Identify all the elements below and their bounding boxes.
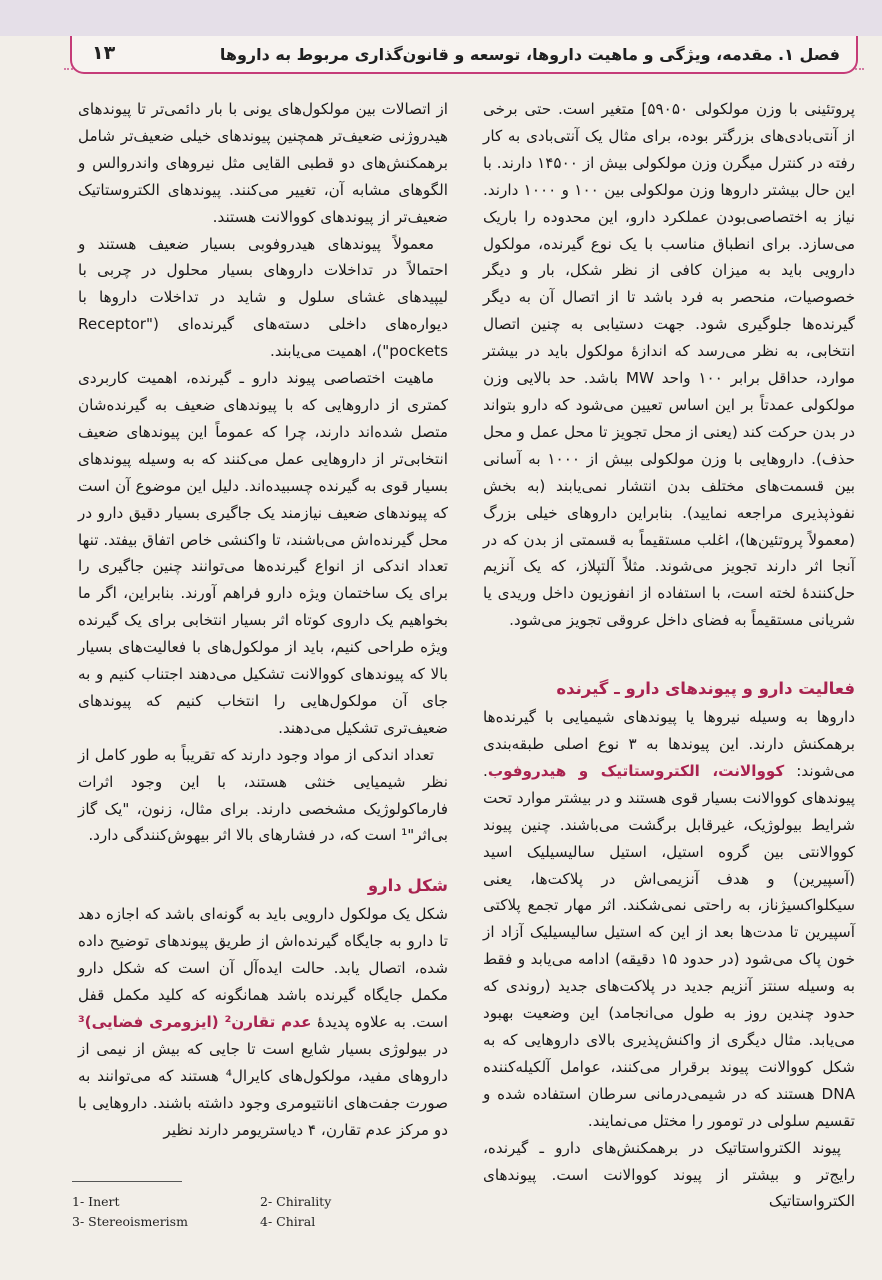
section-heading-drug-shape: شکل دارو xyxy=(367,876,448,896)
paragraph-inert-substances: تعداد اندکی از مواد وجود دارند که تقریباً به طور کامل از نظر شیمیایی خنثی هستند، با این وجود اثرات فارماکولوژیک مشخصی دارند. برای مثال، زنون، "یک گاز بی‌اثر"¹ است که، در فشارهای بالا اثر بیهوش‌کنندگی دارد. xyxy=(78,745,448,845)
keyword-electrostatic: الکتروستاتیک xyxy=(600,761,700,780)
left-column xyxy=(78,96,448,1144)
drug-shape-intro: شکل یک مولکول دارویی باید به گونه‌ای باشد که اجازه دهد تا دارو به جایگاه گیرنده‌اش از طریق پیوندهای توضیح داده شده، اتصال یابد. حالت ایده‌آل آن است که شکل دارو مکمل جایگاه گیرنده باشد همانگونه که کلید مکمل قفل است. به علاوه پدیدهٔ xyxy=(78,905,449,1031)
paragraph-electrostatic: پیوند الکترواستاتیک در برهمکنش‌های دارو ـ گیرنده، رایج‌تر و بیشتر از پیوند کووالانت است. پیوندهای الکترواستاتیک xyxy=(483,1138,855,1211)
paragraph-hydrophobic: معمولاً پیوندهای هیدروفوبی بسیار ضعیف هستند و احتمالاً در تداخلات داروهای بسیار محلول در چربی با لیپیدهای غشای سلول و شاید در تداخلات داروها با دیواره‌های داخلی دسته‌های گیرنده‌ای ("Receptor pockets")، اهمیت می‌یابند. xyxy=(78,234,448,361)
keyword-and: و xyxy=(566,761,601,780)
paragraph-molecular-weight: پروتئینی با وزن مولکولی ۵۹۰۵۰] متغیر است. حتی برخی از آنتی‌بادی‌های بزرگتر بوده، برای مثال یک آنتی‌بادی به کار رفته در کنترل میگرن وزن مولکولی بیش از ۱۴۵۰۰ دارند. با این حال بیشتر داروها وزن مولکولی بین ۱۰۰ و ۱۰۰۰ دارند. نیاز به اختصاصی‌بودن عملکرد دارو، این محدوده را باریک می‌سازد. برای انطباق مناسب با یک نوع گیرنده، مولکول دارویی باید به میزان کافی از نظر شکل، بار و دیگر خصوصیات، منحصر به فرد باشد تا از اتصال آن به دیگر گیرنده‌ها جلوگیری شود. جهت دستیابی به چنین اتصال انتخابی، به نظر می‌رسد که اندازهٔ مولکول باید در بیشتر موارد، حداقل برابر ۱۰۰ واحد MW باشد. حد بالایی وزن مولکولی عمدتاً بر این اساس تعیین می‌شود که دارو بتواند در بدن حرکت کند (یعنی از محل تجویز تا محل عمل و محل حذف). داروهایی با وزن مولکولی بیش از ۱۰۰۰ به آسانی بین قسمت‌های مختلف بدن انتشار نمی‌یابند (به بخش نفوذپذیری مراجعه نمایید). بنابراین داروهای خیلی بزرگ (معمولاً پروتئین‌ها)، اغلب مستقیماً به قسمتی از بدن که در آنجا اثر دارند تجویز می‌شوند. مثلاً آلتپلاز، که یک آنزیم حل‌کنندهٔ لخته است، با استفاده از انفوزیون داخل وریدی یا شریانی مستقیماً به فضای داخل عروقی تجویز می‌شود. xyxy=(483,100,856,630)
keyword-covalent: کووالانت xyxy=(718,761,785,780)
right-column xyxy=(483,96,855,1215)
page-number: ۱۳ xyxy=(92,42,116,64)
footnote-1: 1- Inert xyxy=(72,1194,120,1209)
paragraph-bond-types xyxy=(483,704,855,1135)
top-color-band xyxy=(0,0,882,36)
footnote-2: 2- Chirality xyxy=(260,1194,332,1209)
footnote-rule xyxy=(72,1181,182,1182)
bond-types-body: . پیوندهای کووالانت بسیار قوی هستند و در بیشتر موارد تحت شرایط بیولوژیک، غیرقابل برگشت می‌باشند. چنین پیوند کووالانتی بین گروه استیل، استیل سالیسیلیک اسید (آسپیرین) و هدف آنزیمی‌اش در پلاکت‌ها، یعنی سیکلواکسیژناز، به راحتی نمی‌شکند. اثر مهار تجمع پلاکتی آسپیرین تا مدت‌ها بعد از این که استیل سالیسیلیک آزاد از خون پاک می‌شود (در حدود ۱۵ دقیقه) ادامه می‌یابد و فقط به وسیله سنتز آنزیم جدید در پلاکت‌های جدید (روندی که حدود چندین روز به طول می‌انجامد) این وضعیت بهبود می‌یابد. مثال دیگری از واکنش‌پذیری بالای داروهایی که به شکل کووالانت پیوند برقرار می‌کنند، عوامل آلکیله‌کننده DNA هستند که در شیمی‌درمانی سرطان استفاده شده و تقسیم سلولی در تومور را مختل می‌نمایند. xyxy=(483,761,855,1130)
paragraph-drug-shape xyxy=(78,901,448,1143)
bond-types-intro: داروها به وسیله نیروها یا پیوندهای شیمیایی با گیرنده‌ها برهمکنش دارند. این پیوندها به ۳ نوع اصلی طبقه‌بندی می‌شوند: xyxy=(483,708,855,780)
running-title: فصل ۱. مقدمه، ویژگی و ماهیت داروها، توسعه و قانون‌گذاری مربوط به داروها xyxy=(219,45,840,64)
paragraph-electrostatic-range: از اتصالات بین مولکول‌های یونی با بار دائمی‌تر تا پیوندهای هیدروژنی ضعیف‌تر همچنین پیوندهای خیلی ضعیف‌تر شامل برهمکنش‌های دو قطبی القایی مثل نیروهای واندروالس و الگوهای مشابه آن، تغییر می‌کنند. پیوندهای الکتروستاتیک ضعیف‌تر از پیوندهای کووالانت هستند. xyxy=(78,100,448,226)
keyword-separator: ، xyxy=(699,761,719,780)
keyword-hydrophobic: هیدروفوب xyxy=(487,761,567,780)
footnote-4: 4- Chiral xyxy=(260,1214,316,1229)
keyword-chirality: عدم تقارن² (ایزومری فضایی)³ xyxy=(78,1013,312,1031)
section-heading-drug-receptor-bonds: فعالیت دارو و پیوندهای دارو ـ گیرنده xyxy=(556,679,855,699)
drug-shape-body: در بیولوژی بسیار شایع است تا جایی که بیش از نیمی از داروهای مفید، مولکول‌های کایرال⁴ هستند که می‌توانند به صورت جفت‌های انانتیومری وجود داشته باشند. داروهایی با دو مرکز عدم تقارن، ۴ دیاستریومر دارند نظیر xyxy=(78,1039,448,1139)
footnote-3: 3- Stereoismerism xyxy=(72,1214,188,1229)
paragraph-specificity: ماهیت اختصاصی پیوند دارو ـ گیرنده، اهمیت کاربردی کمتری از داروهایی که با پیوندهای ضعیف به گیرنده‌شان متصل شده‌اند دارند، چرا که عموماً این پیوندهای ضعیف انتخابی‌تر از داروهایی عمل می‌کنند که به وسیله پیوندهای بسیار قوی به گیرنده چسبیده‌اند. دلیل این موضوع آن است که پیوندهای ضعیف نیازمند یک جاگیری بسیار دقیق دارو در محل گیرنده‌اش می‌باشند، تا واکنشی خاص اتفاق بیفتد. تنها تعداد اندکی از انواع گیرنده‌ها می‌توانند چنین جاگیری را برای یک ساختمان ویژه دارو فراهم آورند. بنابراین، اگر ما بخواهیم یک داروی کوتاه اثر بسیار انتخابی برای یک گیرنده ویژه طراحی کنیم، باید از مولکول‌های با فعالیت‌های بسیار بالا که پیوندهای کووالانت تشکیل می‌دهند اجتناب کنیم و به جای آن مولکول‌هایی را انتخاب کنیم که پیوندهای ضعیف‌تری تشکیل می‌دهند. xyxy=(78,369,448,737)
